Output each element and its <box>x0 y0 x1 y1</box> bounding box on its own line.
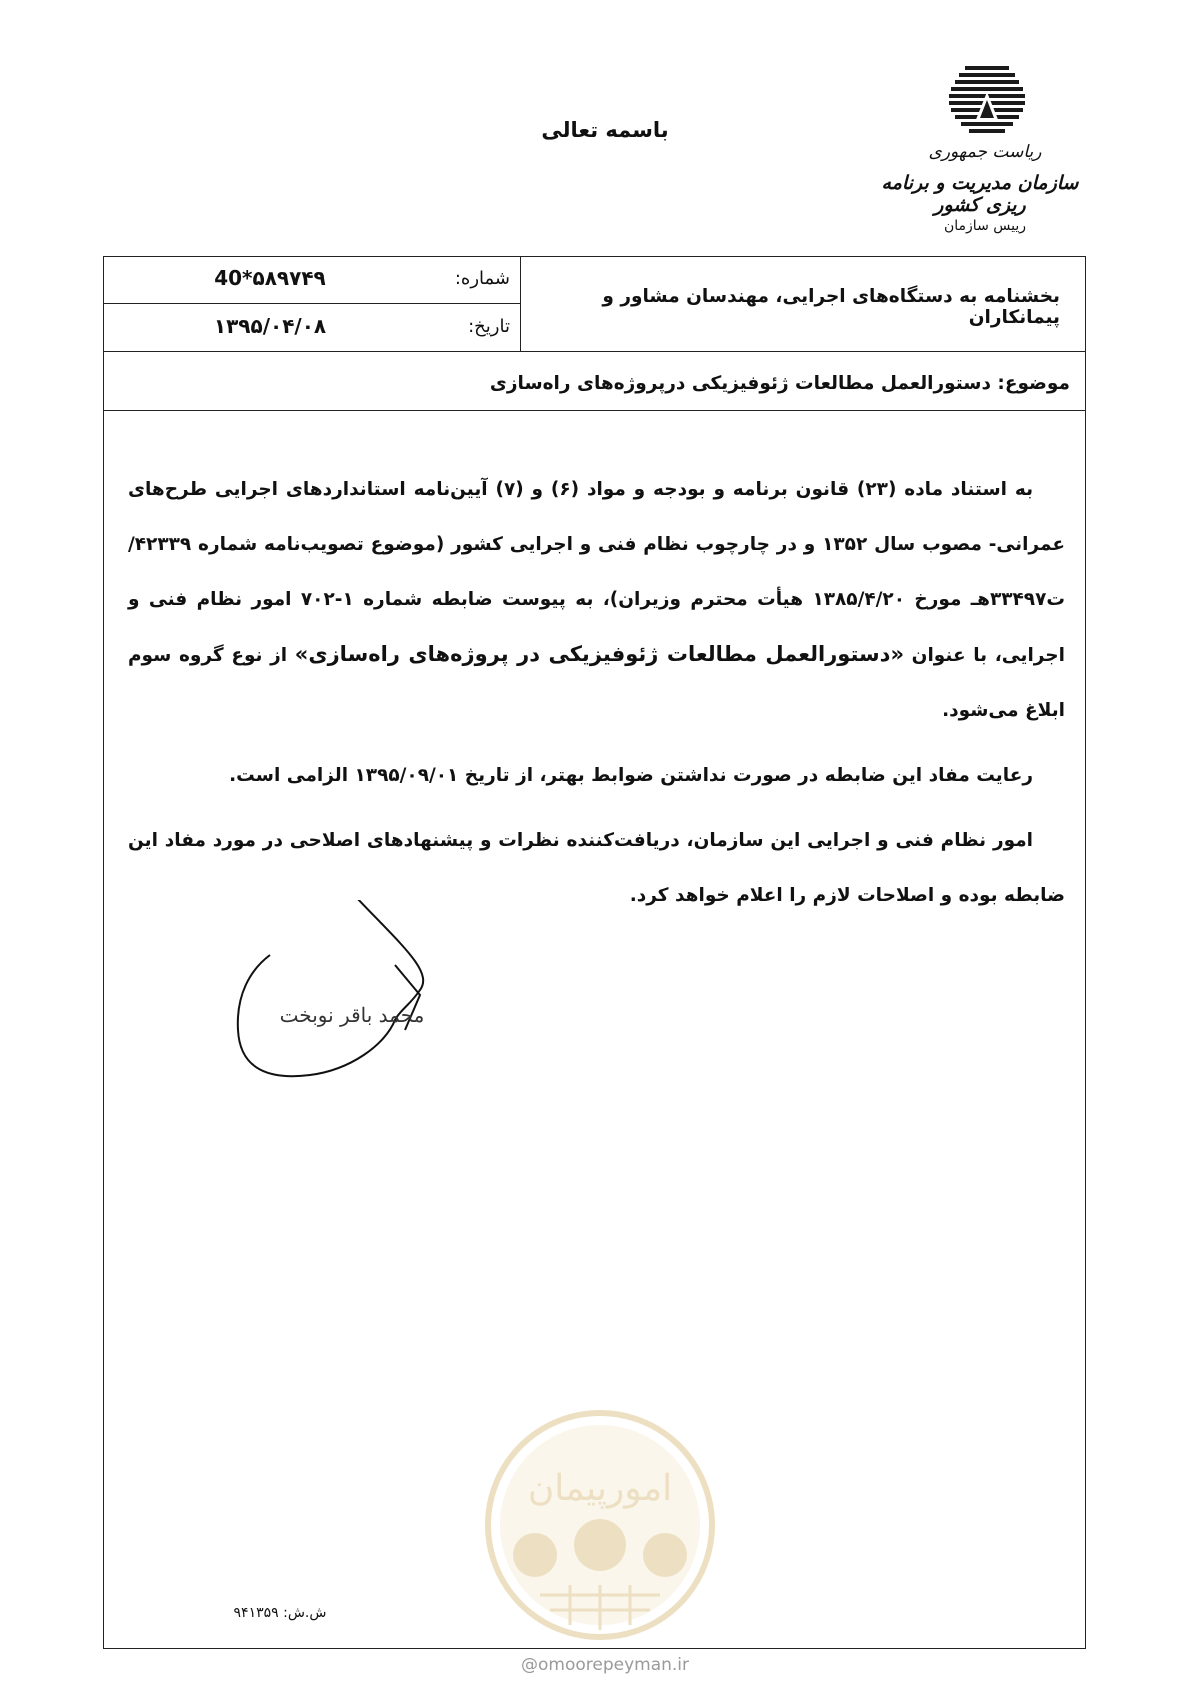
government-emblem-icon <box>945 62 1029 142</box>
subject: موضوع: دستورالعمل مطالعات ژئوفیزیکی درپروژه‌های راه‌سازی <box>489 373 1070 394</box>
org-line-head: رییس سازمان <box>944 218 1026 234</box>
watermark-text: امورپیمان <box>527 1468 673 1509</box>
omoorepeyman-watermark-icon <box>480 1405 720 1645</box>
number-label: شماره: <box>454 268 510 289</box>
body-paragraph-2: رعایت مفاد این ضابطه در صورت نداشتن ضوابط بهتر، از تاریخ ۱۳۹۵/۰۹/۰۱ الزامی است. <box>229 765 1033 786</box>
body-paragraph-3: امور نظام فنی و اجرایی این سازمان، دریافت‌کننده نظرات و پیشنهادهای اصلاحی در مورد مفاد این ضابطه بوده و اصلاحات لازم را اعلام خواهد کرد. <box>128 830 1065 906</box>
recipients: بخشنامه به دستگاه‌های اجرایی، مهندسان مشاور و پیمانکاران <box>602 286 1060 328</box>
letter-body <box>128 462 1065 933</box>
divider-meta-vertical <box>520 256 521 351</box>
org-line-organization: سازمان مدیریت و برنامه ریزی کشور <box>881 172 1079 216</box>
body-paragraph-1 <box>128 462 1065 738</box>
date-value: ۱۳۹۵/۰۴/۰۸ <box>213 314 327 338</box>
signatory-name: محمد باقر نوبخت <box>279 1003 425 1027</box>
basmala: باسمه تعالی <box>541 118 669 142</box>
body-paragraph-1-end: از نوع گروه سوم ابلاغ می‌شود. <box>128 645 1065 721</box>
signature-scribble <box>220 900 480 1160</box>
divider-meta-horizontal <box>103 303 520 304</box>
org-line-presidency: ریاست جمهوری <box>928 142 1042 162</box>
divider-subject <box>103 410 1086 411</box>
number-value: 40*۵۸۹۷۴۹ <box>214 266 326 290</box>
divider-header <box>103 351 1086 352</box>
registry-number: ش.ش: ۹۴۱۳۵۹ <box>233 1605 327 1621</box>
website-watermark: @omoorepeyman.ir <box>520 1655 690 1675</box>
standard-title: «دستورالعمل مطالعات ژئوفیزیکی در پروژه‌های راه‌سازی» <box>294 642 905 666</box>
date-label: تاریخ: <box>468 316 510 337</box>
body-paragraph-1-intro: به استناد ماده (۲۳) قانون برنامه و بودجه و مواد (۶) و (۷) آیین‌نامه استانداردهای اجرایی طرح‌های عمرانی- مصوب سال ۱۳۵۲ و در چارچوب نظام فنی و اجرایی کشور (موضوع تصویب‌نامه شماره ۴۲۳۳۹/ت۳۳۴۹۷هـ مورخ ۱۳۸۵/۴/۲۰ هیأت محترم وزیران)، به پیوست ضابطه شماره ۱-۷۰۲ امور نظام فنی و اجرایی، با عنوان <box>128 479 1065 666</box>
